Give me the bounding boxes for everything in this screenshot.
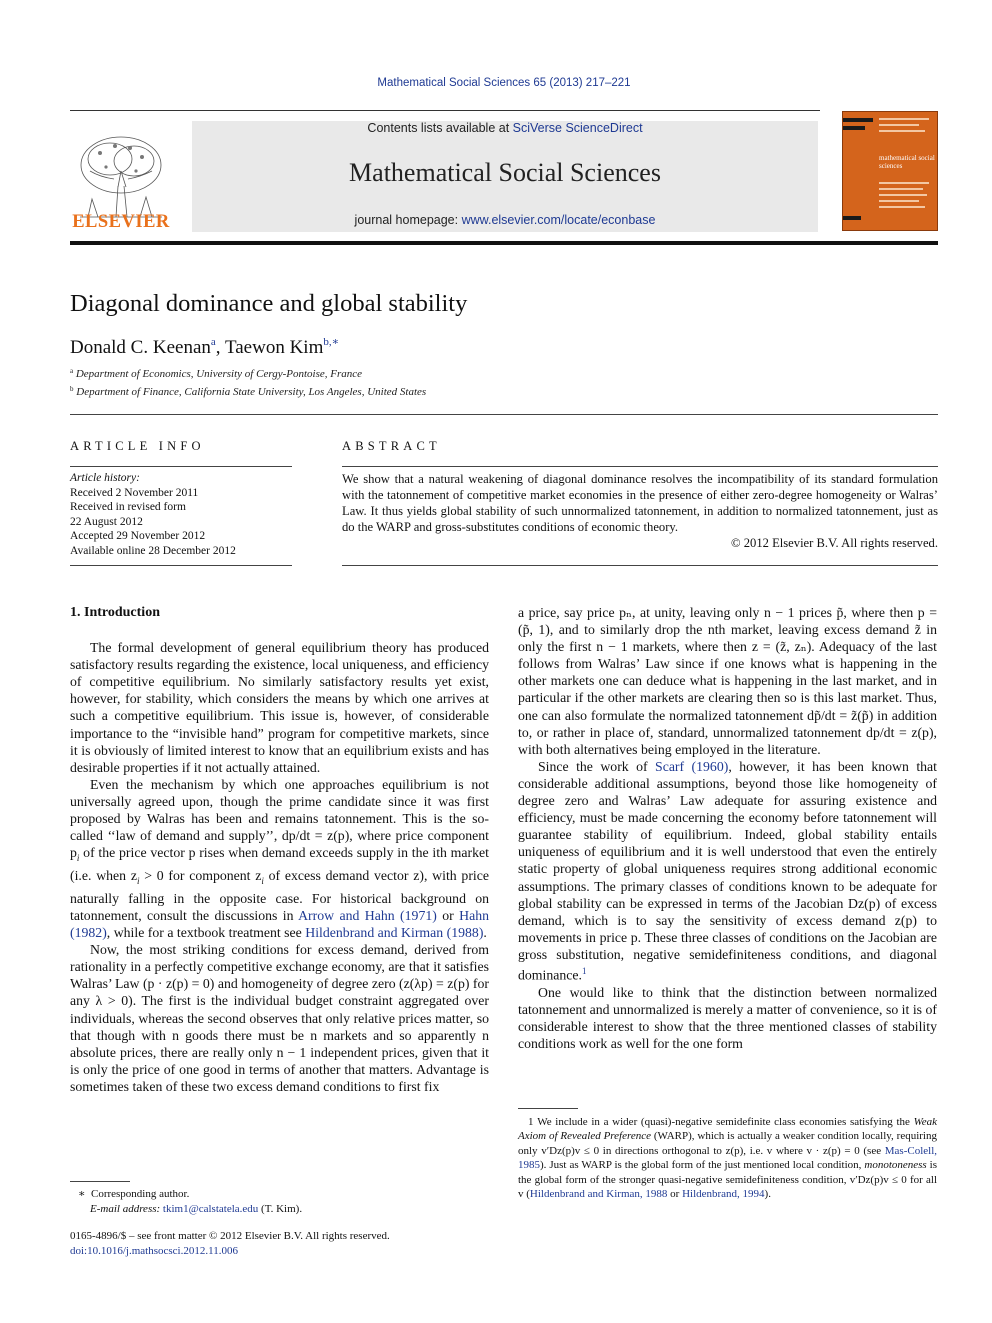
sciencedirect-link[interactable]: SciVerse ScienceDirect	[512, 121, 643, 135]
aff-a-text: Department of Economics, University of Cergy-Pontoise, France	[75, 368, 362, 380]
author2-affil-mark[interactable]: b,∗	[323, 336, 340, 348]
contents-line	[192, 121, 818, 135]
section-heading-introduction: 1. Introduction	[70, 605, 160, 620]
paragraph: One would like to think that the distinction between normalized tatonnement and unnormalized is merely a matter of convenience, so it is of considerable interest to show that the three mentioned classes of stability conditions work as well for the one form	[518, 984, 937, 1051]
history-item: 22 August 2012	[70, 515, 143, 528]
ref-arrow-hahn[interactable]: Arrow and Hahn (1971)	[298, 908, 437, 923]
ref-hildenbrand-1994[interactable]: Hildenbrand, 1994	[682, 1188, 765, 1201]
paragraph: a price, say price pₙ, at unity, leaving only n − 1 prices p̃, where then p = (p̃, 1), and to similarly drop the nth market, leaving excess demand z̃ in only the first n − 1 markets, where then z = (z̃, zₙ). Adequacy of the last follows from Walras’ Law since if one knows what is happening in the other markets one can deduce what is happening in the last market, and in particular if the other markets are clearing then so is this last market. Thus, one can also formulate the normalized tatonnement dp̃/dt = z̃(p̃) in addition to, or rather in place of, standard, unnormalized tatonnement dp/dt = z(p), with both alternatives being employed in the literature.	[518, 605, 937, 757]
info-rule	[70, 466, 292, 467]
email-suffix: (T. Kim).	[258, 1202, 303, 1215]
contents-prefix: Contents lists available at	[367, 121, 513, 135]
history-item: Received in revised form	[70, 501, 186, 513]
header-thick-rule	[70, 241, 938, 245]
issn-block	[70, 1229, 489, 1258]
copyright: © 2012 Elsevier B.V. All rights reserved.	[731, 536, 938, 550]
affiliation-a	[70, 367, 362, 380]
doi-link[interactable]: doi:10.1016/j.mathsocsci.2012.11.006	[70, 1244, 238, 1257]
info-bottom-rule	[70, 565, 292, 566]
author-line	[70, 335, 339, 359]
ref-hahn[interactable]: Hahn (1982)	[70, 908, 489, 941]
corr-text: Corresponding author.	[90, 1188, 190, 1200]
email-label: E-mail address:	[90, 1202, 163, 1215]
aff-a-mark: a	[70, 367, 74, 375]
abstract-bottom-rule	[342, 565, 938, 566]
author-keenan: Donald C. Keenan	[70, 337, 211, 358]
aff-b-text: Department of Finance, California State University, Los Angeles, United States	[76, 386, 427, 398]
paragraph: Even the mechanism by which one approaches equilibrium is not universally agreed upon, though the prime candidate since it was first proposed by Walras has been and remains tatonnement. This is the so-called ‘‘law of demand and supply’’, dp/dt = z(p), where price component $p_i$ of the price vector p rises when demand exceeds supply in the ith market (i.e. when $z_i > 0$ for component $z_i$ of excess demand vector z), with price naturally falling in the opposite case. For historical background on tatonnement, consult the discussions in Arrow and Hahn (1971) or Hahn (1982), while for a textbook treatment see Hildenbrand and Kirman (1988).	[70, 776, 489, 941]
ref-hildenbrand-kirman[interactable]: Hildenbrand and Kirman (1988)	[305, 925, 484, 941]
top-rule	[70, 110, 820, 111]
aff-b-mark: b	[70, 385, 74, 393]
corresponding-author-note	[70, 1187, 489, 1216]
author-separator: ,	[215, 337, 225, 358]
ref-mas-colell[interactable]: Mas-Colell, 1985	[518, 1144, 937, 1172]
ref-hildenbrand-kirman-1988[interactable]: Hildenbrand and Kirman, 1988	[529, 1188, 668, 1201]
paragraph: The formal development of general equilibrium theory has produced satisfactory results regarding the existence, local uniqueness, and efficiency of competitive equilibrium. No similarly satisfactory results yet exist, however, for stability, which considers the means by which one arrives at such a competitive equilibrium. This issue is, however, of considerable importance to the “invisible hand” program for competitive markets, since it is obviously of limited interest to know that an equilibrium exists and has desirable properties if it not actually attained.	[70, 640, 489, 775]
history-item: Accepted 29 November 2012	[70, 530, 206, 542]
footnote-1: 1 We include in a wider (quasi)-negative semidefinite class economies satisfying the Weak Axiom of Revealed Preference (WARP), which is actually a weaker condition locally, requiring only v′Dz(p)v ≤ 0 in directions orthogonal to z(p), i.e. v where v · z(p) = 0 (see Mas-Colell, 1985). Just as WARP is the global form of the just mentioned local condition, monotoneness is the global form of the stronger quasi-negative semidefiniteness condition, v′Dz(p)v ≤ 0 for all v (Hildenbrand and Kirman, 1988 or Hildenbrand, 1994).	[518, 1116, 938, 1201]
corr-mark: ∗	[78, 1188, 86, 1200]
cover-title: mathematical social sciences	[879, 154, 935, 170]
author1-affil-mark[interactable]: a	[210, 336, 216, 348]
footnote-rule-right	[518, 1108, 578, 1109]
affiliation-b	[70, 385, 426, 398]
ref-scarf[interactable]: Scarf (1960)	[655, 758, 729, 774]
abstract-body	[342, 471, 938, 551]
footnote-1-mark[interactable]: 1	[581, 965, 587, 976]
abstract-heading: ABSTRACT	[342, 439, 441, 453]
footnote-1-number: 1	[528, 1116, 534, 1128]
article-title: Diagonal dominance and global stability	[70, 290, 468, 317]
history-item: Received 2 November 2011	[70, 486, 199, 499]
journal-reference[interactable]: Mathematical Social Sciences 65 (2013) 217–221	[377, 77, 631, 89]
issn-line: 0165-4896/$ – see front matter © 2012 Elsevier B.V. All rights reserved.	[70, 1230, 390, 1242]
author-kim: Taewon Kim	[224, 337, 324, 358]
abstract-text: We show that a natural weakening of diagonal dominance resolves the incompatibility of its standard formulation with the tatonnement of competitive market economies in the presence of either zero-degree homogeneity or Walras’ Law. It thus yields global stability of such unnormalized tatonnement, in addition to normalized tatonnement, just as do the WARP and gross-substitutes conditions of economic theory.	[342, 472, 938, 534]
affiliation-rule	[70, 414, 938, 415]
homepage-prefix: journal homepage:	[354, 213, 462, 227]
history-label: Article history:	[70, 472, 140, 484]
body-column-right	[518, 604, 937, 1052]
journal-title: Mathematical Social Sciences	[349, 158, 661, 187]
history-item: Available online 28 December 2012	[70, 544, 236, 557]
article-history	[70, 471, 292, 558]
article-info-heading: ARTICLE INFO	[70, 439, 205, 453]
abstract-rule	[342, 466, 938, 467]
email-link[interactable]: tkim1@calstatela.edu	[162, 1202, 259, 1215]
journal-cover-image	[842, 111, 938, 231]
elsevier-wordmark: ELSEVIER	[72, 212, 170, 232]
footnote-rule-left	[70, 1181, 130, 1182]
paragraph: Now, the most striking conditions for excess demand, derived from rationality in a perfectly competitive exchange economy, are that it satisfies Walras’ Law (p · z(p) = 0) and homogeneity of degree zero (z(λp) = z(p) for any λ > 0). The first is the individual budget constraint aggregated over individuals, whereas the second observes that only relative prices matter, so that though with n goods there must be n markets and so apparently n absolute prices, there are really only n − 1 independent prices, given that it is only the price of one good in terms of another that matters. Advantage is sometimes taken of these two excess demand conditions to first fix	[70, 942, 489, 1094]
paragraph: Since the work of Scarf (1960), however, it has been known that considerable additional assumptions, beyond those like homogeneity of degree zero and Walras’ Law adequate for assuring existence and efficiency, must be made concerning the economy before tatonnement will guarantee stability of equilibrium. Indeed, global stability entails uniqueness of equilibrium and it is well understood that even the entirely static property of global uniqueness requires strong additional economic assumptions. The primary classes of conditions known to be adequate for global stability can be expressed in terms of the Jacobian Dz(p) of excess demand, which is to say the sensitivity of excess demand z(p) to movements in price p. These three classes of conditions on the Jacobian are gross substitution, negative semidefiniteness conditions, and diagonal dominance.$^1$	[518, 758, 938, 983]
body-column-left	[70, 604, 489, 1095]
homepage-link[interactable]: www.elsevier.com/locate/econbase	[461, 213, 656, 227]
homepage-line	[192, 213, 818, 227]
